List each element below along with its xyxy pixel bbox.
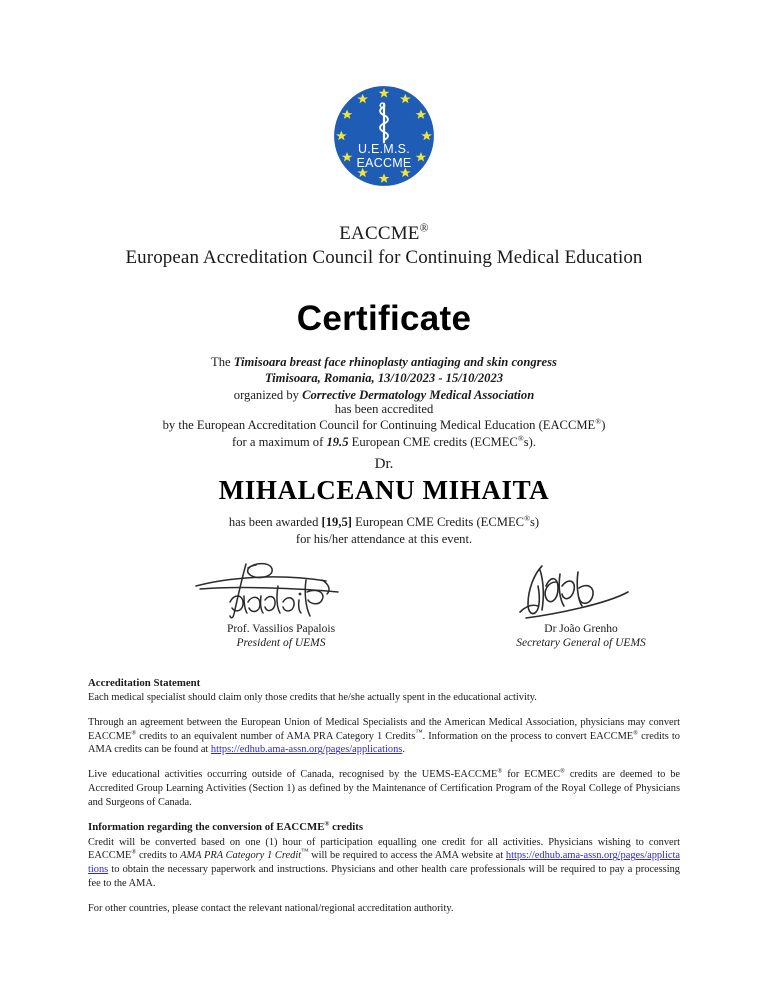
registered-mark: ® [524,513,531,523]
award-suffix: s) [530,515,540,529]
organized-by-label: organized by [233,387,303,402]
conversion-part-2: credits to [136,850,181,862]
canada-part-2: for ECMEC [502,769,561,781]
conversion-information-paragraph [88,820,680,890]
conversion-heading-prefix: Information regarding the conversion of EACCME [88,821,325,834]
award-line-2: for his/her attendance at this event. [295,531,473,546]
uems-eaccme-logo-svg [332,84,436,188]
ama-conversion-paragraph [88,716,680,757]
other-countries-paragraph: For other countries, please contact the relevant national/regional accreditation authority. [88,902,454,914]
certificate-title: Certificate [296,299,472,338]
award-credits-value: [19,5] [321,515,352,529]
ama-part-1: Through an agreement between the European Union of Medical Specialists and the American Medical Association, physicians may convert EACCME [88,716,680,742]
logo-container [0,84,768,188]
uems-eaccme-logo [332,84,436,188]
award-line-1 [0,514,768,531]
accreditation-line-2-suffix: ) [601,418,606,433]
ama-applictations-link[interactable]: https://edhub.ama-assn.org/pages/applictations [88,850,680,876]
event-name-line [0,354,768,370]
accreditation-line-3 [0,434,768,450]
canada-paragraph [88,768,680,809]
signature-block-secretary [456,556,706,650]
registered-mark: ® [497,767,503,775]
accreditation-line-2 [0,417,768,433]
trademark-mark: ™ [415,727,423,737]
ama-applications-link[interactable]: https://edhub.ama-assn.org/pages/applications [210,744,403,756]
signature-image-papalois [156,556,406,622]
award-block [0,514,768,547]
signature-area [86,556,682,661]
registered-mark: ® [324,820,330,828]
registered-mark: ® [131,848,137,856]
accreditation-line-2-prefix: by the European Accreditation Council for Continuing Medical Education (EACCME [162,418,596,433]
event-location-dates: Timisoara, Romania, 13/10/2023 - 15/10/2023 [264,371,504,386]
award-mid: European CME Credits (ECMEC [351,515,525,529]
trademark-mark: ™ [301,846,309,856]
conversion-part-1: Credit will be converted based on one (1) hour of participation equalling one credit for all activities. Physicians wishing to convert EACCME [88,836,680,862]
signature-name-president: Prof. Vassilios Papalois [226,623,336,635]
signature-block-president [156,556,406,650]
award-prefix: has been awarded [228,515,322,529]
conversion-part-4: to obtain the necessary paperwork and instructions. Physicians and other health care professionals will be required to pay a processing fee to the AMA. [88,864,680,889]
signature-role-president: President of UEMS [236,637,326,650]
accreditation-statement-body: Each medical specialist should claim only those credits that he/she actually spent in the educational activity. [88,692,537,704]
registered-mark: ® [419,221,429,235]
registered-mark: ® [633,729,639,737]
max-credits-mid: European CME credits (ECMEC [348,434,518,449]
header-block [0,222,768,271]
max-credits-suffix: s). [523,434,536,449]
registered-mark: ® [517,433,524,443]
conversion-part-3: will be required to access the AMA website at [308,850,506,862]
registered-mark: ® [595,417,602,427]
event-name: Timisoara breast face rhinoplasty antiaging and skin congress [233,355,557,369]
footer-text-block [88,676,680,926]
ama-part-5: . [402,744,405,756]
recipient-prefix: Dr. [374,456,394,472]
max-credits-value: 19.5 [326,434,349,449]
header-acronym [0,222,768,246]
max-credits-prefix: for a maximum of [232,434,327,449]
event-lead-in: The [211,355,234,369]
conversion-heading-suffix: credits [329,821,364,834]
signature-image-grenho [456,556,706,622]
ama-part-3: . Information on the process to convert EACCME [422,730,634,742]
conversion-italic-term: AMA PRA Category 1 Credit [180,850,302,862]
header-full-name: European Accreditation Council for Continuing Medical Education [125,247,643,269]
canada-part-1: Live educational activities occurring outside of Canada, recognised by the UEMS-EACCME [88,769,498,781]
registered-mark: ® [131,729,137,737]
registered-mark: ® [560,767,565,775]
signature-role-secretary: Secretary General of UEMS [516,637,646,650]
logo-line2: EACCME [356,156,412,171]
accreditation-line-1: has been accredited [334,402,434,416]
recipient-name: MIHALCEANU MIHAITA [218,475,550,505]
logo-line1: U.E.M.S. [358,142,410,157]
canada-part-3: credits are deemed to be Accredited Group Learning Activities (Section 1) as defined by the Maintenance of Certification Program of the Royal College of Physicians and Surgeons of Canada. [88,769,680,808]
ama-part-4: credits to AMA credits can be found at [88,730,680,756]
accreditation-statement-paragraph [88,676,680,705]
event-organizer: Corrective Dermatology Medical Association [302,387,535,402]
accreditation-block [0,401,768,450]
accreditation-statement-heading: Accreditation Statement [88,677,201,689]
event-block [0,354,768,403]
header-acronym-text: EACCME [339,223,420,244]
conversion-heading [88,820,680,834]
signature-name-secretary: Dr João Grenho [544,623,618,635]
ama-part-2: credits to an equivalent number of AMA PRA Category 1 Credits [136,730,416,742]
